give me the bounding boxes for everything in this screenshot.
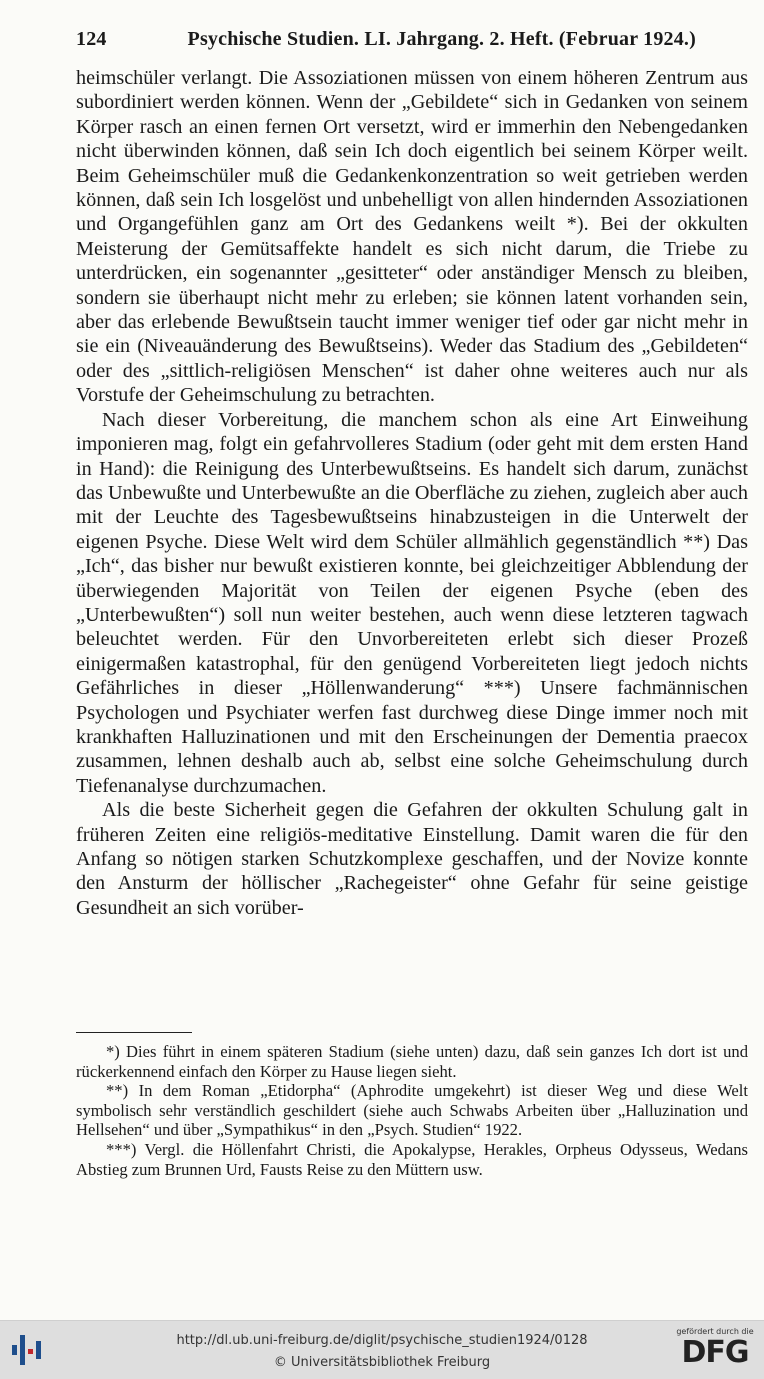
footnote-2: **) In dem Roman „Etidorpha“ (Aphrodite umgekehrt) ist dieser Weg und diese Welt symbolisch sehr verständlich geschildert (siehe auch Schwabs Arbeiten über „Halluzination und Hellsehen“ und über „Sympathikus“ in den „Psych. Studien“ 1922. xyxy=(76,1081,748,1140)
dfg-logo: DFG xyxy=(681,1335,749,1370)
body-text xyxy=(76,66,748,920)
dfg-funding-badge xyxy=(674,1325,756,1375)
footnote-rule xyxy=(76,1032,192,1033)
paragraph-3: Als die beste Sicherheit gegen die Gefahren der okkulten Schulung galt in früheren Zeiten eine religiös-meditative Einstellung. Damit waren die für den Anfang so nötigen starken Schutzkomplexe geschaffen, und der Novize konnte den Ansturm der höllischer „Rachegeister“ ohne Gefahr für seine geistige Gesundheit an sich vorüber- xyxy=(76,799,748,919)
copyright-text: © Universitätsbibliothek Freiburg xyxy=(273,1355,491,1370)
footnotes xyxy=(76,1042,748,1179)
footer-bar xyxy=(0,1320,764,1379)
paragraph-2: Nach dieser Vorbereitung, die manchem schon als eine Art Einweihung imponieren mag, folgt ein gefahrvolleres Stadium (oder geht mit dem ersten Hand in Hand): die Reinigung des Unterbewußtseins. Es handelt sich darum, zunächst das Unbewußte und Unterbewußte an die Oberfläche zu ziehen, zugleich aber auch mit der Leuchte des Tagesbewußtseins hinabzusteigen in die Unterwelt der eigenen Psyche. Diese Welt wird dem Schüler allmählich gegenständlich **) Das „Ich“, das bisher nur bewußt existieren konnte, bei gleichzeitiger Abblendung der überwiegenden Majorität von Teilen der eigenen Psyche (eben des „Unterbewußten“) soll nun weiter bestehen, auch wenn diese letzteren tagwach beleuchtet werden. Für den Unvorbereiteten erlebt sich dieser Prozeß einigermaßen katastrophal, für den genügend Vorbereiteten liegt jedoch nichts Gefährliches in dieser „Höllenwanderung“ ***) Unsere fachmännischen Psychologen und Psychiater werfen fast durchweg diese Dinge immer noch mit krankhaften Halluzinationen und mit den Erscheinungen der Dementia praecox zusammen, lehnen deshalb auch ab, selbst eine solche Geheimschulung durch Tiefenanalyse durchzumachen. xyxy=(76,408,748,797)
running-title: Psychische Studien. LI. Jahrgang. 2. Heft. (Februar 1924.) xyxy=(187,28,696,50)
source-url-link[interactable]: http://dl.ub.uni-freiburg.de/diglit/psychische_studien1924/0128 xyxy=(176,1333,588,1348)
footnote-3: ***) Vergl. die Höllenfahrt Christi, die Apokalypse, Herakles, Orpheus Odysseus, Wedans Abstieg zum Brunnen Urd, Fausts Reise zu den Müttern usw. xyxy=(76,1139,748,1179)
running-header xyxy=(76,28,696,58)
page-number: 124 xyxy=(76,28,107,50)
paragraph-1: heimschüler verlangt. Die Assoziationen müssen von einem höheren Zentrum aus subordiniert werden können. Wenn der „Gebildete“ sich in Gedanken von seinem Körper rasch an einen fernen Ort versetzt, wird er immerhin den Nebengedanken nicht überwinden können, daß sein Ich doch eigentlich bei seinem Körper weilt. Beim Geheimschüler muß die Gedankenkonzentration so weit getrieben werden können, daß sein Ich losgelöst und unbehelligt von allen hindernden Assoziationen und Organgefühlen ganz am Ort des Gedankens weilt *). Bei der okkulten Meisterung der Gemütsaffekte handelt es sich nicht darum, die Triebe zu unterdrücken, ein sogenannter „gesitteter“ oder anständiger Mensch zu bleiben, sondern sie überhaupt nicht mehr zu erleben; sie können latent vorhanden sein, aber das erlebende Bewußtsein taucht immer weniger tief oder gar nicht mehr in sie ein (Niveauänderung des Bewußtseins). Weder das Stadium des „Gebildeten“ oder des „sittlich-religiösen Menschen“ ist daher ohne weiteres auch nur als Vorstufe der Geheimschulung zu betrachten. xyxy=(76,67,748,407)
dfg-caption: gefördert durch die xyxy=(676,1327,754,1336)
footnote-1: *) Dies führt in einem späteren Stadium (siehe unten) dazu, daß sein ganzes Ich dort ist und rückerkennend einfach den Körper zu Hause liegen sieht. xyxy=(76,1042,748,1081)
